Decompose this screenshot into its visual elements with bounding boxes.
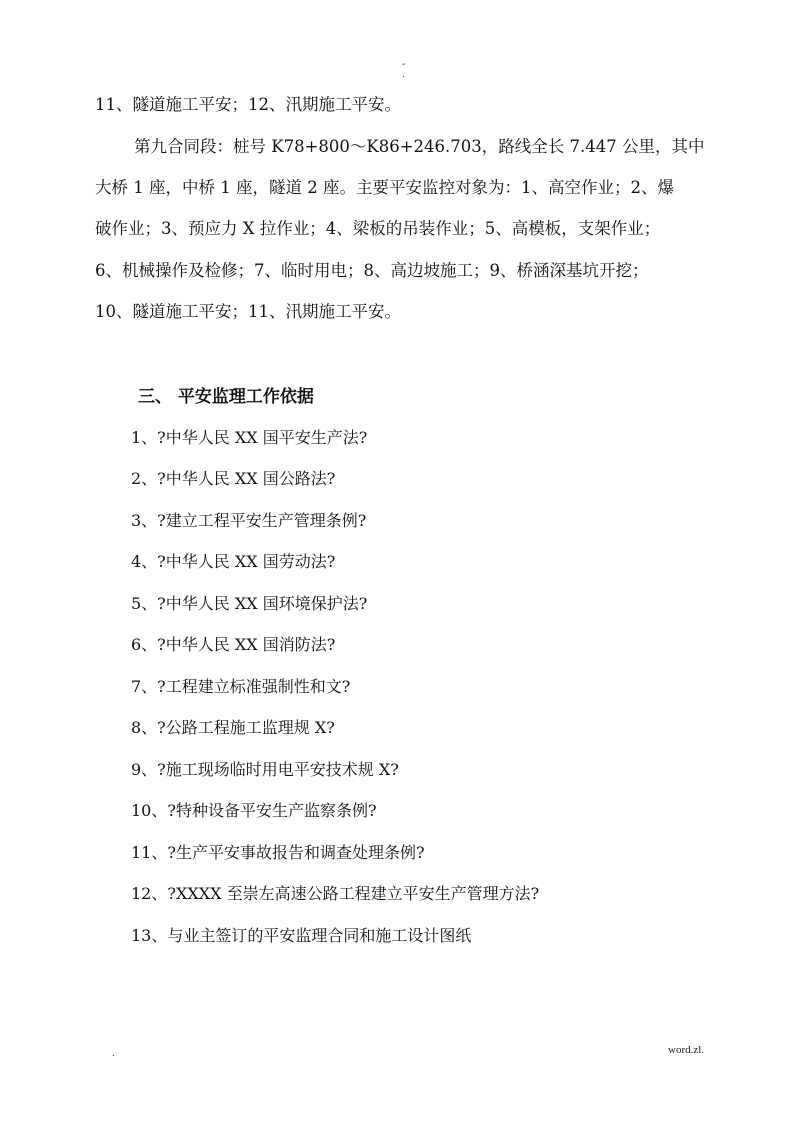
basis-item: 7、?工程建立标准强制性和文? [131, 677, 351, 696]
paragraph-line-4: 破作业；3、预应力 X 拉作业；4、梁板的吊装作业；5、高模板，支架作业； [95, 219, 661, 238]
header-mark: - . [402, 59, 406, 80]
basis-item: 8、?公路工程施工监理规 X? [131, 718, 335, 737]
basis-item: 10、?特种设备平安生产监察条例? [131, 801, 377, 820]
basis-item: 6、?中华人民 XX 国消防法? [131, 635, 336, 654]
section-heading: 三、 平安监理工作依据 [138, 387, 314, 407]
basis-item: 3、?建立工程平安生产管理条例? [131, 511, 367, 530]
paragraph-line-2: 第九合同段：桩号 K78+800～K86+246.703，路线全长 7.447 公里，其中 [134, 137, 705, 156]
basis-item: 2、?中华人民 XX 国公路法? [131, 469, 336, 488]
basis-item: 13、与业主签订的平安监理合同和施工设计图纸 [131, 926, 472, 945]
paragraph-line-5: 6、机械操作及检修；7、临时用电；8、高边坡施工；9、桥涵深基坑开挖； [95, 261, 649, 280]
basis-item: 4、?中华人民 XX 国劳动法? [131, 552, 336, 571]
paragraph-line-3: 大桥 1 座，中桥 1 座，隧道 2 座。主要平安监控对象为：1、高空作业；2、爆 [95, 178, 674, 197]
footer-left-mark: . [112, 1048, 115, 1059]
basis-item: 9、?施工现场临时用电平安技术规 X? [131, 760, 399, 779]
basis-item: 1、?中华人民 XX 国平安生产法? [131, 428, 368, 447]
basis-item: 11、?生产平安事故报告和调查处理条例? [131, 843, 425, 862]
footer-right-text: word.zl. [668, 1044, 705, 1056]
basis-item: 5、?中华人民 XX 国环境保护法? [131, 594, 368, 613]
paragraph-line-1: 11、隧道施工平安；12、汛期施工平安。 [95, 95, 401, 114]
paragraph-line-6: 10、隧道施工平安；11、汛期施工平安。 [95, 302, 401, 321]
basis-item: 12、?XXXX 至崇左高速公路工程建立平安生产管理方法? [131, 884, 540, 903]
